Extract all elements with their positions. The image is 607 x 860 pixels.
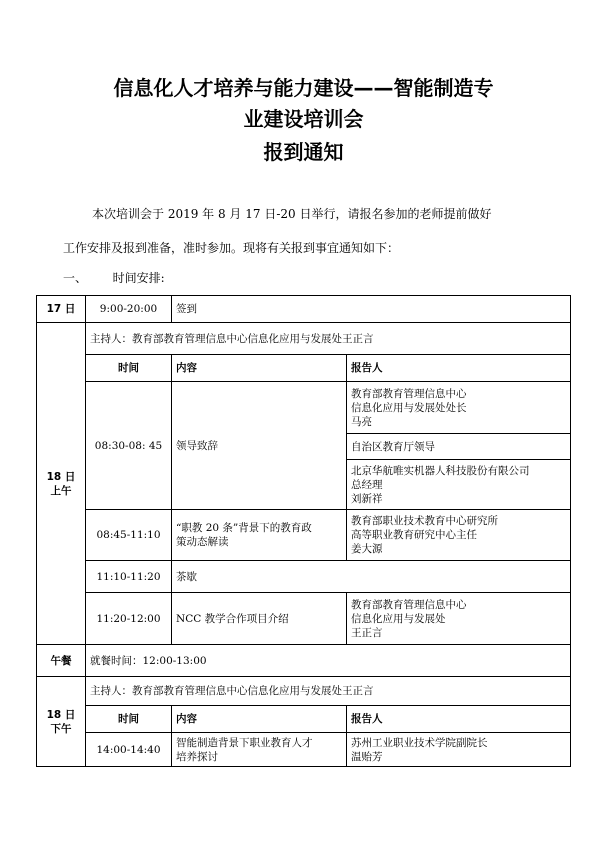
section-number: 一、 [63,271,88,285]
pm-header-content: 内容 [172,706,347,733]
lunch-text: 就餐时间：12:00-13:00 [86,645,571,677]
am-day-label-2: 上午 [50,484,72,497]
title-line-2: 业建设培训会 [243,107,364,131]
table-row [37,561,571,593]
am-header-content: 内容 [172,355,347,382]
am-row-4-content: NCC 教学合作项目介绍 [172,593,347,645]
day-17-label: 17 日 [37,296,86,323]
table-row [37,510,571,561]
schedule-table [36,295,571,767]
speaker-line: 教育部教育管理信息中心 [351,598,467,611]
pm-row-1-time: 14:00-14:40 [86,733,172,767]
content-line: 智能制造背景下职业教育人才 [176,736,313,749]
am-header-time: 时间 [86,355,172,382]
intro-line-2: 工作安排及报到准备，准时参加。现将有关报到事宜通知如下： [63,241,400,255]
title-line-3: 报到通知 [263,140,344,164]
am-row-3-content: 茶歇 [172,561,571,593]
pm-day-label-1: 18 日 [46,708,76,721]
am-day-label-1: 18 日 [46,470,76,483]
table-row [37,733,571,767]
speaker-line: 教育部教育管理信息中心 [351,387,467,400]
am-row-3-time: 11:10-11:20 [86,561,172,593]
table-row [37,677,571,706]
table-row [37,593,571,645]
speaker-line: 教育部职业技术教育中心研究所 [351,515,498,527]
table-row [37,323,571,355]
speaker-line: 姜大源 [351,543,383,555]
am-row-1-speaker-2: 自治区教育厅领导 [347,434,571,460]
content-line: “职教 20 条”背景下的教育政 [176,522,312,534]
am-row-1-speaker-3 [347,460,571,510]
intro-line-1: 本次培训会于 2019 年 8 月 17 日-20 日举行，请报名参加的老师提前做好 [92,207,492,221]
table-row [37,355,571,382]
title-line-1: 信息化人才培养与能力建设——智能制造专 [113,76,494,100]
speaker-line: 信息化应用与发展处 [351,612,446,625]
speaker-line: 北京华航唯实机器人科技股份有限公司 [351,464,530,477]
am-row-2-time: 08:45-11:10 [86,510,172,561]
speaker-line: 刘新祥 [351,492,383,505]
am-row-4-speaker [347,593,571,645]
speaker-line: 马亮 [351,415,372,428]
section-heading [63,270,165,286]
section-label: 时间安排: [112,271,165,285]
speaker-line: 温贻芳 [351,750,383,763]
lunch-label: 午餐 [37,645,86,677]
pm-day-label-2: 下午 [50,722,72,735]
am-row-1-content: 领导致辞 [172,382,347,510]
am-row-1-time: 08:30-08: 45 [86,382,172,510]
pm-row-1-speaker [347,733,571,767]
am-day-label [37,323,86,645]
speaker-line: 高等职业教育研究中心主任 [351,529,477,541]
pm-host: 主持人：教育部教育管理信息中心信息化应用与发展处王正言 [86,677,571,706]
content-line: 培养探讨 [176,750,218,763]
pm-row-1-content [172,733,347,767]
am-row-4-time: 11:20-12:00 [86,593,172,645]
am-row-2-content [172,510,347,561]
speaker-line: 王正言 [351,626,383,639]
table-row [37,296,571,323]
content-line: 策动态解读 [176,536,229,548]
table-row [37,645,571,677]
pm-day-label [37,677,86,767]
table-row [37,382,571,434]
day-17-time: 9:00-20:00 [86,296,172,323]
am-row-2-speaker [347,510,571,561]
day-17-content: 签到 [172,296,571,323]
speaker-line: 苏州工业职业技术学院副院长 [351,736,488,749]
am-header-speaker: 报告人 [347,355,571,382]
speaker-line: 信息化应用与发展处处长 [351,401,467,414]
speaker-line: 总经理 [351,478,383,491]
am-row-1-speaker-1 [347,382,571,434]
table-row [37,706,571,733]
pm-header-time: 时间 [86,706,172,733]
am-host: 主持人：教育部教育管理信息中心信息化应用与发展处王正言 [86,323,571,355]
pm-header-speaker: 报告人 [347,706,571,733]
